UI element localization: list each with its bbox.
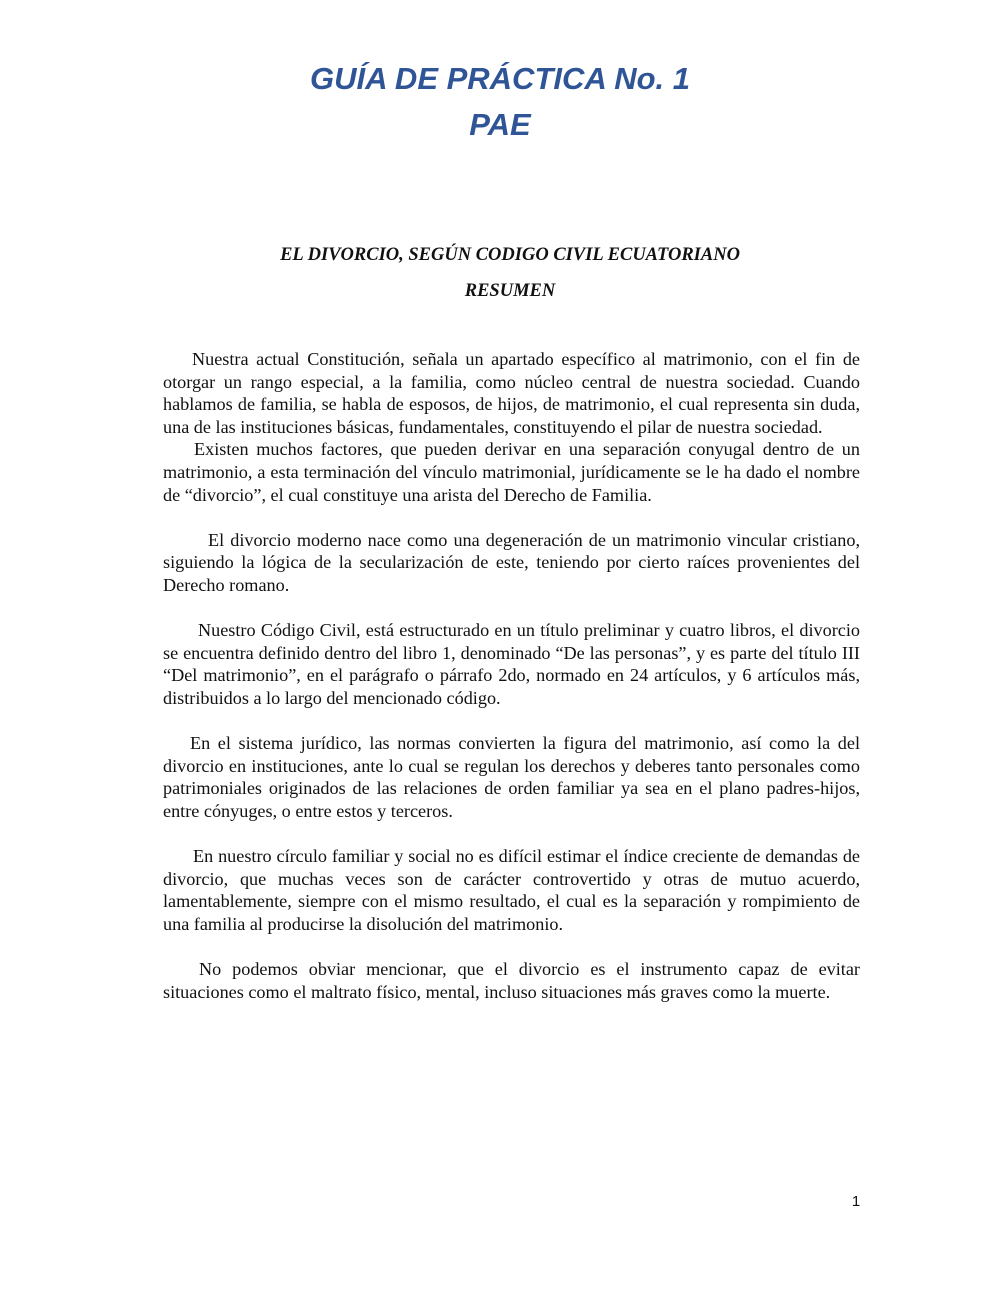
section-subheading: RESUMEN [464,281,556,301]
document-title [0,56,1000,148]
document-body [163,348,860,1003]
title-line-guide: GUÍA DE PRÁCTICA No. 1 [309,61,691,96]
paragraph-5: En el sistema jurídico, las normas convierten la figura del matrimonio, así como la del divorcio en instituciones, ante lo cual se regulan los derechos y deberes tanto personales como patrimoniales originados de las relaciones de orden familiar ya sea en el plano padres-hijos, entre cónyuges, o entre estos y terceros. [163,733,860,821]
paragraph-1: Nuestra actual Constitución, señala un apartado específico al matrimonio, con el fin de otorgar un rango especial, a la familia, como núcleo central de nuestra sociedad. Cuando hablamos de familia, se habla de esposos, de hijos, de matrimonio, el cual representa sin duda, una de las instituciones básicas, fundamentales, constituyendo el pilar de nuestra sociedad. [163,349,860,437]
paragraph-3: El divorcio moderno nace como una degeneración de un matrimonio vincular cristiano, siguiendo la lógica de la secularización de este, teniendo por cierto raíces provenientes del Derecho romano. [163,529,860,595]
page-number: 1 [851,1193,861,1210]
title-line-pae: PAE [469,107,531,142]
paragraph-6: En nuestro círculo familiar y social no es difícil estimar el índice creciente de demandas de divorcio, que muchas veces son de carácter controvertido y otras de mutuo acuerdo, lamentablemente, siempre con el mismo resultado, el cual es la separación y rompimiento de una familia al producirse la disolución del matrimonio. [163,846,860,934]
paragraph-7: No podemos obviar mencionar, que el divorcio es el instrumento capaz de evitar situaciones como el maltrato físico, mental, incluso situaciones más graves como la muerte. [163,959,860,1002]
paragraph-4: Nuestro Código Civil, está estructurado en un título preliminar y cuatro libros, el divorcio se encuentra definido dentro del libro 1, denominado “De las personas”, y es parte del título III “Del matrimonio”, en el parágrafo o párrafo 2do, normado en 24 artículos, y 6 artículos más, distribuidos a lo largo del mencionado código. [163,620,860,708]
section-heading: EL DIVORCIO, SEGÚN CODIGO CIVIL ECUATORIANO [280,245,740,265]
paragraph-2: Existen muchos factores, que pueden derivar en una separación conyugal dentro de un matrimonio, a esta terminación del vínculo matrimonial, jurídicamente se le ha dado el nombre de “divorcio”, el cual constituye una arista del Derecho de Familia. [163,439,860,505]
